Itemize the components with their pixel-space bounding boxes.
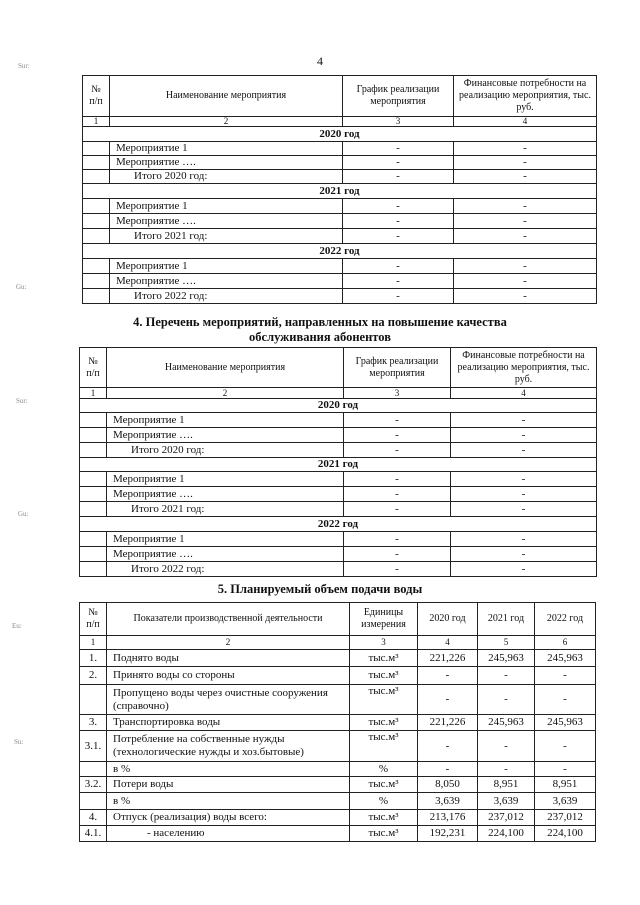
- col-header-year: 2022 год: [535, 603, 596, 636]
- measure-finance: -: [451, 443, 597, 458]
- unit: тыс.м³: [350, 826, 418, 842]
- col-header-finance: Финансовые потребности на реализацию мероприятия, тыс. руб.: [451, 348, 597, 388]
- table-row: [80, 715, 596, 731]
- value-2022: -: [535, 762, 596, 777]
- unit: тыс.м³: [350, 667, 418, 685]
- total-label: Итого 2022 год:: [107, 562, 344, 577]
- measure-finance: -: [454, 142, 597, 156]
- value-2022: 237,012: [535, 810, 596, 826]
- value-2020: 8,050: [418, 777, 478, 793]
- value-2021: 3,639: [478, 793, 535, 810]
- total-label: Итого 2020 год:: [110, 170, 343, 184]
- measure-schedule: -: [344, 443, 451, 458]
- measure-schedule: -: [344, 502, 451, 517]
- measure-schedule: -: [343, 214, 454, 229]
- indicator-name: Потребление на собственные нужды (технологические нужды и хоз.бытовые): [107, 731, 350, 762]
- col-header-unit: Единицы измерения: [350, 603, 418, 636]
- measure-schedule: -: [343, 274, 454, 289]
- col-number: 1: [80, 636, 107, 650]
- measure-finance: -: [451, 413, 597, 428]
- col-header-schedule: График реализации мероприятия: [343, 76, 454, 117]
- row-no: [80, 793, 107, 810]
- indicator-name: Транспортировка воды: [107, 715, 350, 731]
- year-heading: 2020 год: [83, 127, 597, 142]
- indicator-name: в %: [107, 793, 350, 810]
- measure-schedule: -: [344, 428, 451, 443]
- indicator-name: - населению: [107, 826, 350, 842]
- col-number: 1: [80, 388, 107, 399]
- measure-finance: -: [451, 547, 597, 562]
- col-header-name: Наименование мероприятия: [110, 76, 343, 117]
- indicator-name: Поднято воды: [107, 650, 350, 667]
- page-number: 4: [317, 54, 323, 68]
- unit: тыс.м³: [350, 715, 418, 731]
- value-2020: -: [418, 731, 478, 762]
- row-no: [80, 762, 107, 777]
- indicator-name: в %: [107, 762, 350, 777]
- unit: %: [350, 762, 418, 777]
- row-no: 4.1.: [80, 826, 107, 842]
- col-header-indicator: Показатели производственной деятельности: [107, 603, 350, 636]
- measure-finance: -: [454, 156, 597, 170]
- measure-schedule: -: [344, 472, 451, 487]
- value-2022: 245,963: [535, 650, 596, 667]
- measure-finance: -: [454, 259, 597, 274]
- year-heading: 2020 год: [80, 399, 597, 413]
- value-2020: 221,226: [418, 650, 478, 667]
- measure-name: Мероприятие 1: [110, 259, 343, 274]
- row-no: 3.1.: [80, 731, 107, 762]
- row-no: 4.: [80, 810, 107, 826]
- measure-finance: -: [454, 214, 597, 229]
- table-row: [80, 650, 596, 667]
- col-header-name: Наименование мероприятия: [107, 348, 344, 388]
- value-2022: -: [535, 685, 596, 715]
- col-number: 4: [454, 117, 597, 127]
- measure-name: Мероприятие 1: [107, 532, 344, 547]
- measure-schedule: -: [344, 547, 451, 562]
- value-2021: 245,963: [478, 715, 535, 731]
- row-no: 2.: [80, 667, 107, 685]
- row-no: [80, 685, 107, 715]
- water-supply-table: [79, 602, 596, 842]
- measure-name: Мероприятие ….: [107, 547, 344, 562]
- value-2020: -: [418, 667, 478, 685]
- unit: тыс.м³: [350, 810, 418, 826]
- table-row: [80, 762, 596, 777]
- col-header-year: 2020 год: [418, 603, 478, 636]
- measure-name: Мероприятие ….: [110, 156, 343, 170]
- col-number: 3: [344, 388, 451, 399]
- measure-name: Мероприятие ….: [110, 274, 343, 289]
- col-number: 2: [107, 636, 350, 650]
- measure-finance: -: [454, 199, 597, 214]
- total-label: Итого 2021 год:: [110, 229, 343, 244]
- value-2022: 224,100: [535, 826, 596, 842]
- measure-schedule: -: [343, 259, 454, 274]
- year-heading: 2022 год: [80, 517, 597, 532]
- value-2022: 3,639: [535, 793, 596, 810]
- table-row: [80, 685, 596, 715]
- measure-schedule: -: [343, 142, 454, 156]
- measure-schedule: -: [343, 199, 454, 214]
- margin-mark: Sur:: [16, 397, 28, 405]
- col-number: 3: [343, 117, 454, 127]
- measure-schedule: -: [344, 487, 451, 502]
- col-header-no: № п/п: [80, 348, 107, 388]
- row-no: 3.2.: [80, 777, 107, 793]
- col-number: 6: [535, 636, 596, 650]
- unit: тыс.м³: [350, 685, 418, 715]
- unit: тыс.м³: [350, 731, 418, 762]
- col-number: 4: [418, 636, 478, 650]
- col-number: 1: [83, 117, 110, 127]
- measure-name: Мероприятие ….: [107, 428, 344, 443]
- measure-schedule: -: [343, 229, 454, 244]
- col-header-finance: Финансовые потребности на реализацию мероприятия, тыс. руб.: [454, 76, 597, 117]
- margin-mark: Gu:: [16, 283, 27, 291]
- value-2022: 245,963: [535, 715, 596, 731]
- value-2021: -: [478, 685, 535, 715]
- value-2020: 192,231: [418, 826, 478, 842]
- value-2021: 224,100: [478, 826, 535, 842]
- measure-name: Мероприятие 1: [110, 199, 343, 214]
- measure-finance: -: [451, 428, 597, 443]
- value-2021: -: [478, 731, 535, 762]
- measure-finance: -: [454, 289, 597, 304]
- value-2020: 3,639: [418, 793, 478, 810]
- total-label: Итого 2021 год:: [107, 502, 344, 517]
- indicator-name: Принято воды со стороны: [107, 667, 350, 685]
- col-number: 5: [478, 636, 535, 650]
- section-5-title: 5. Планируемый объем подачи воды: [217, 582, 423, 596]
- measure-name: Мероприятие 1: [107, 413, 344, 428]
- value-2020: -: [418, 685, 478, 715]
- total-label: Итого 2020 год:: [107, 443, 344, 458]
- measure-name: Мероприятие ….: [110, 214, 343, 229]
- value-2022: 8,951: [535, 777, 596, 793]
- unit: тыс.м³: [350, 650, 418, 667]
- measure-schedule: -: [343, 170, 454, 184]
- measure-schedule: -: [344, 532, 451, 547]
- measures-table-4: [79, 347, 597, 577]
- value-2021: -: [478, 667, 535, 685]
- indicator-name: Отпуск (реализация) воды всего:: [107, 810, 350, 826]
- col-number: 2: [110, 117, 343, 127]
- value-2020: 221,226: [418, 715, 478, 731]
- value-2021: -: [478, 762, 535, 777]
- measure-finance: -: [451, 502, 597, 517]
- measure-schedule: -: [343, 289, 454, 304]
- row-no: 1.: [80, 650, 107, 667]
- col-number: 2: [107, 388, 344, 399]
- measure-name: Мероприятие ….: [107, 487, 344, 502]
- margin-mark: Su:: [14, 738, 24, 746]
- col-number: 4: [451, 388, 597, 399]
- margin-mark: Sur:: [18, 62, 30, 70]
- col-header-no: № п/п: [83, 76, 110, 117]
- col-number: 3: [350, 636, 418, 650]
- measure-finance: -: [454, 229, 597, 244]
- measure-name: Мероприятие 1: [107, 472, 344, 487]
- indicator-name: Пропущено воды через очистные сооружения (справочно): [107, 685, 350, 715]
- table-row: [80, 667, 596, 685]
- value-2022: -: [535, 667, 596, 685]
- measure-schedule: -: [344, 562, 451, 577]
- col-header-no: № п/п: [80, 603, 107, 636]
- value-2021: 237,012: [478, 810, 535, 826]
- value-2021: 8,951: [478, 777, 535, 793]
- measure-finance: -: [454, 170, 597, 184]
- year-heading: 2022 год: [83, 244, 597, 259]
- measure-finance: -: [451, 562, 597, 577]
- unit: тыс.м³: [350, 777, 418, 793]
- indicator-name: Потери воды: [107, 777, 350, 793]
- col-header-schedule: График реализации мероприятия: [344, 348, 451, 388]
- table-row: [80, 793, 596, 810]
- year-heading: 2021 год: [83, 184, 597, 199]
- measure-schedule: -: [344, 413, 451, 428]
- value-2022: -: [535, 731, 596, 762]
- unit: %: [350, 793, 418, 810]
- measure-finance: -: [451, 532, 597, 547]
- margin-mark: Eu:: [12, 622, 22, 630]
- table-row: [80, 826, 596, 842]
- table-row: [80, 731, 596, 762]
- value-2021: 245,963: [478, 650, 535, 667]
- col-header-year: 2021 год: [478, 603, 535, 636]
- value-2020: 213,176: [418, 810, 478, 826]
- measures-table-3: [82, 75, 597, 304]
- measure-name: Мероприятие 1: [110, 142, 343, 156]
- table-row: [80, 777, 596, 793]
- row-no: 3.: [80, 715, 107, 731]
- year-heading: 2021 год: [80, 458, 597, 472]
- table-row: [80, 810, 596, 826]
- margin-mark: Gu:: [18, 510, 29, 518]
- measure-finance: -: [454, 274, 597, 289]
- total-label: Итого 2022 год:: [110, 289, 343, 304]
- measure-finance: -: [451, 487, 597, 502]
- value-2020: -: [418, 762, 478, 777]
- section-4-title: 4. Перечень мероприятий, направленных на повышение качества обслуживания абонентов: [133, 315, 507, 344]
- measure-finance: -: [451, 472, 597, 487]
- measure-schedule: -: [343, 156, 454, 170]
